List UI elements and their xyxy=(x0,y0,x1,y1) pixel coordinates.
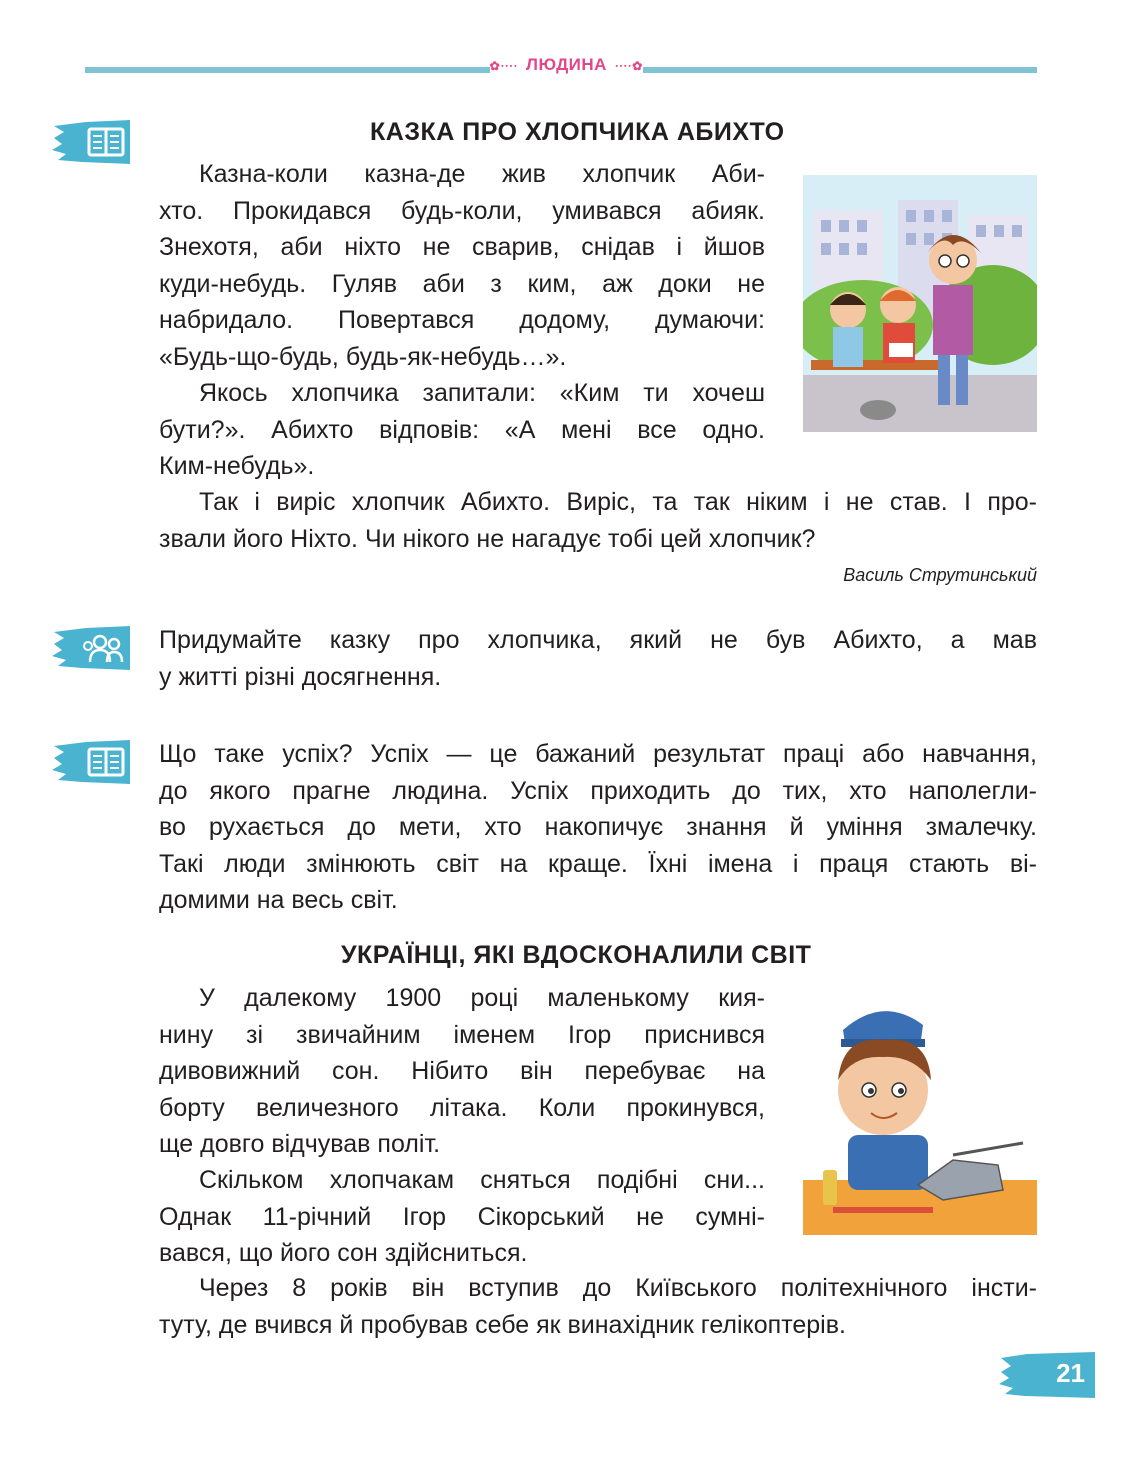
story2-paragraph-2 xyxy=(159,1162,765,1272)
text-line: Однак 11-річний Ігор Сікорський не сумні- xyxy=(159,1202,765,1231)
text-line: хто. Прокидався будь-коли, умивався абияк. xyxy=(159,196,765,225)
text-line: Через 8 років він вступив до Київського політехнічного інсти- xyxy=(199,1274,1037,1302)
text-line: Скільком хлопчакам сняться подібні сни... xyxy=(199,1166,765,1194)
story-title: КАЗКА ПРО ХЛОПЧИКА АБИХТО xyxy=(370,118,785,146)
text-line: Так і виріс хлопчик Абихто. Виріс, та так ніким і не став. І про- xyxy=(199,488,1037,516)
story-paragraph-3 xyxy=(159,484,1037,557)
text-line: туту, де вчився й пробував себе як винахідник гелікоптерів. xyxy=(159,1310,846,1339)
boy-scene-illustration xyxy=(803,175,1037,432)
section-label: ЛЮДИНА xyxy=(518,55,615,74)
story-illustration xyxy=(803,175,1037,432)
text-line: борту величезного літака. Коли прокинувся, xyxy=(159,1093,765,1122)
story2-paragraph-3 xyxy=(159,1270,1037,1343)
text-line: нину зі звичайним іменем Ігор приснився xyxy=(159,1020,765,1049)
text-line: Що таке успіх? Успіх — це бажаний результат праці або навчання, xyxy=(159,740,1037,768)
sikorsky-illustration xyxy=(803,995,1037,1235)
text-line: звали його Ніхто. Чи нікого не нагадує тобі цей хлопчик? xyxy=(159,524,816,553)
discussion-badge xyxy=(52,626,132,670)
text-line: бути?». Абихто відповів: «А мені все одно. xyxy=(159,415,765,444)
text-line: У далекому 1900 році маленькому кия- xyxy=(199,984,765,1012)
text-line: Придумайте казку про хлопчика, який не був Абихто, а мав xyxy=(159,626,1037,654)
reading-badge xyxy=(52,120,132,164)
text-line: Казна-коли казна-де жив хлопчик Аби- xyxy=(199,160,765,188)
text-line: «Будь-що-будь, будь-як-небудь…». xyxy=(159,342,567,371)
text-line: набридало. Повертався додому, думаючи: xyxy=(159,306,765,334)
story-paragraph-1 xyxy=(159,156,765,375)
group-icon xyxy=(52,626,132,670)
reading-badge-2 xyxy=(52,740,132,784)
text-line: Якось хлопчика запитали: «Ким ти хочеш xyxy=(199,379,765,407)
boy-helicopter-illustration xyxy=(803,995,1037,1235)
story-paragraph-2 xyxy=(159,375,765,485)
book-icon xyxy=(52,740,132,784)
header-ornament-left: ✿∙∙∙∙ xyxy=(489,59,519,73)
section-title: УКРАЇНЦІ, ЯКІ ВДОСКОНАЛИЛИ СВІТ xyxy=(341,941,812,969)
page-number: 21 xyxy=(1056,1358,1085,1388)
story-author: Василь Струтинський xyxy=(843,565,1037,585)
text-line: дивовижний сон. Нібито він перебуває на xyxy=(159,1057,765,1085)
text-line: куди-небудь. Гуляв аби з ким, аж доки не xyxy=(159,269,765,298)
text-line: Знехотя, аби ніхто не сварив, снідав і йшов xyxy=(159,233,765,261)
book-icon xyxy=(52,120,132,164)
text-line: Такі люди змінюють світ на краще. Їхні імена і праця стають ві- xyxy=(159,849,1037,878)
story2-paragraph-1 xyxy=(159,980,765,1163)
text-line: у житті різні досягнення. xyxy=(159,662,442,691)
text-line: Ким-небудь». xyxy=(159,452,315,480)
text-line: вався, що його сон здійсниться. xyxy=(159,1239,528,1267)
success-paragraph xyxy=(159,736,1037,919)
text-line: во рухається до мети, хто накопичує знання й уміння змалечку. xyxy=(159,813,1037,841)
section-header xyxy=(0,55,1133,75)
text-line: домими на весь світ. xyxy=(159,886,398,914)
header-ornament-right: ∙∙∙∙✿ xyxy=(614,59,644,73)
task-paragraph xyxy=(159,622,1037,695)
text-line: до якого прагне людина. Успіх приходить до тих, хто наполегли- xyxy=(159,776,1037,805)
text-line: ще довго відчував політ. xyxy=(159,1130,441,1158)
